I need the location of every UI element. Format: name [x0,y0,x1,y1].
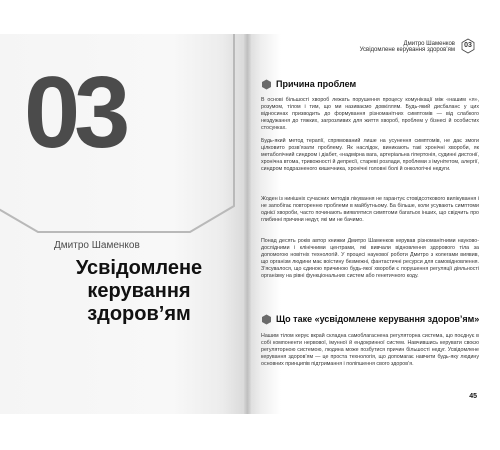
right-page [247,34,490,414]
running-header-author: Дмитро Шаменков [403,41,455,47]
hexagon-bullet-icon [261,79,272,90]
section-heading-conscious-health-management: Що таке «усвідомлене керування здоров’ям» [276,314,480,324]
paragraph-1: В основі більшості хвороб лежать порушення процесу комунікації між «нашим «я», розумом, тілом і тим, що ми називаємо довкіллям. Будь-який дисбаланс у цих відносинах призводить до формування різноманітних симптомів — від слабкого нездужання до тяжких, загрозливих для життя хвороб, проблем у бізнесі й особистих стосунках. [261,97,479,132]
running-header [360,41,455,53]
section-heading-problem-causes: Причина проблем [276,79,357,89]
page-number: 45 [469,393,477,400]
chapter-title [44,257,234,326]
chapter-title-line-3: здоров’ям [87,303,191,325]
hexagon-bullet-icon [261,314,272,325]
paragraph-5: Нашим тілом керує вкрай складна самоблагаснена регуляторна система, що поєднує в собі компоненти нервової, імунної й ендокринної систем. Навчившись керувати своєю регуляторною системою, людина може позбутися причин більшості недуг. Усвідомлене керування здоров’ям — це проста технологія, що допомагає навчити будь-яку людину основних принципів підтримання і поліпшення свого здоров’я. [261,333,479,368]
open-book-spread [0,34,500,414]
paragraph-4: Понад десять років автор книжки Дмитро Шаменков керував різноманітними науково-дослідними і клінічними центрами, які вивчали відновлення здорового тіла за допомогою новітніх технологій. У процесі наукової роботи Дмитро з колегами виявив, що організм людини має воістину безмежні, фантастичні ресурси для самовідновлення. З’ясувалося, що єдиною причиною будь-якої хвороби є порушення регуляції діяльності організму на рівні функціональних систем або генетичного коду. [261,238,479,280]
running-header-title: Усвідомлене керування здоров’ям [359,47,455,53]
left-page [0,34,247,414]
paragraph-3: Жоден із нинішніх сучасних методів лікування не гарантує стовідсоткового вилікування і не запобігає повторенню проблеми в майбутньому. Ба більше, коли усувають симптоми однієї хвороби, часто починають виявлятися симптоми багатьох інших, що свідчить про глибинні причини недуг, які ми не бачимо. [261,196,479,224]
paragraph-2: Будь-який метод терапії, спрямований лише на усунення симптомів, не дає змоги цілковито розв’язати проблему. Як наслідок, виникають такі хронічні хвороби, як метаболічний синдром і діабет, «надмірна вага, артеріальна гіпертонія, судинні дистонії, хронічна втома, тривожності й депресії, стареві розлади, проблеми з імунітетом, алергії, синдром подразненого кишечника, хронічні головні болі й онкологічні недуги. [261,138,479,173]
chapter-badge-number: 03 [464,42,472,49]
chapter-title-line-2: керування [87,280,191,302]
author-name: Дмитро Шаменков [54,240,140,251]
chapter-badge [460,38,476,54]
chapter-number: 03 [24,57,125,169]
book-gutter [244,34,251,414]
chapter-title-line-1: Усвідомлене [75,257,203,279]
